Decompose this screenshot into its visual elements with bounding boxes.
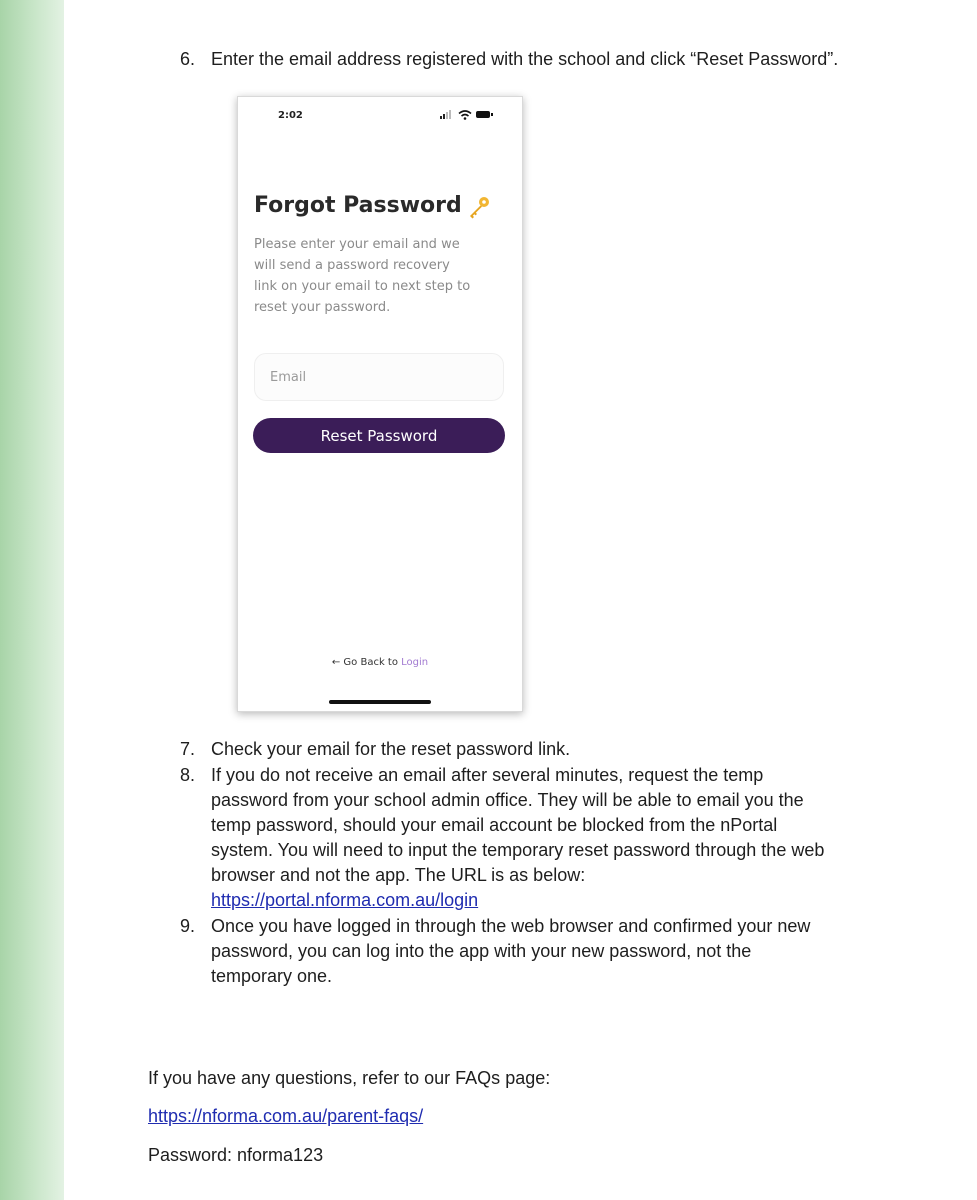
go-back-link[interactable] <box>238 657 522 668</box>
step-text-line: If you do not receive an email after several minutes, request the temp <box>211 765 764 785</box>
step-number: 6. <box>180 49 196 69</box>
step-text-line: Once you have logged in through the web browser and confirmed your new <box>211 916 811 936</box>
green-side-band <box>0 0 64 1200</box>
step-text-line: system. You will need to input the temporary reset password through the web <box>211 840 825 860</box>
key-icon <box>466 195 492 221</box>
login-link[interactable]: Login <box>401 657 429 668</box>
faq-question-text: If you have any questions, refer to our FAQs page: <box>148 1068 551 1088</box>
faq-link[interactable]: https://nforma.com.au/parent-faqs/ <box>148 1106 424 1126</box>
home-indicator <box>329 700 431 704</box>
wifi-icon <box>458 110 472 120</box>
portal-login-link[interactable]: https://portal.nforma.com.au/login <box>211 890 479 910</box>
phone-screenshot <box>237 96 523 712</box>
email-input[interactable] <box>254 353 504 401</box>
step-number: 9. <box>180 916 196 936</box>
arrow-left-icon: ← <box>331 657 341 668</box>
status-time: 2:02 <box>278 110 303 121</box>
step-text-line: temp password, should your email account be blocked from the nPortal <box>211 815 778 835</box>
password-text: Password: nforma123 <box>148 1145 324 1165</box>
step-text-line: temporary one. <box>211 966 333 986</box>
step-text-line: password from your school admin office. They will be able to email you the <box>211 790 804 810</box>
go-back-text: Go Back to <box>343 657 398 668</box>
forgot-password-title: Forgot Password <box>254 193 462 218</box>
signal-icon <box>440 109 454 121</box>
status-icons <box>440 109 494 121</box>
step-number: 7. <box>180 739 196 759</box>
step-number: 8. <box>180 765 196 785</box>
forgot-password-description: Please enter your email and we will send a password recovery link on your email to next step to reset your password. <box>254 237 471 315</box>
step-text-line: browser and not the app. The URL is as below: <box>211 865 586 885</box>
battery-icon <box>476 111 490 118</box>
step-text: Check your email for the reset password link. <box>211 739 571 759</box>
reset-password-button[interactable]: Reset Password <box>253 418 505 453</box>
step-text: Enter the email address registered with the school and click “Reset Password”. <box>211 49 839 69</box>
step-text-line: password, you can log into the app with your new password, not the <box>211 941 752 961</box>
